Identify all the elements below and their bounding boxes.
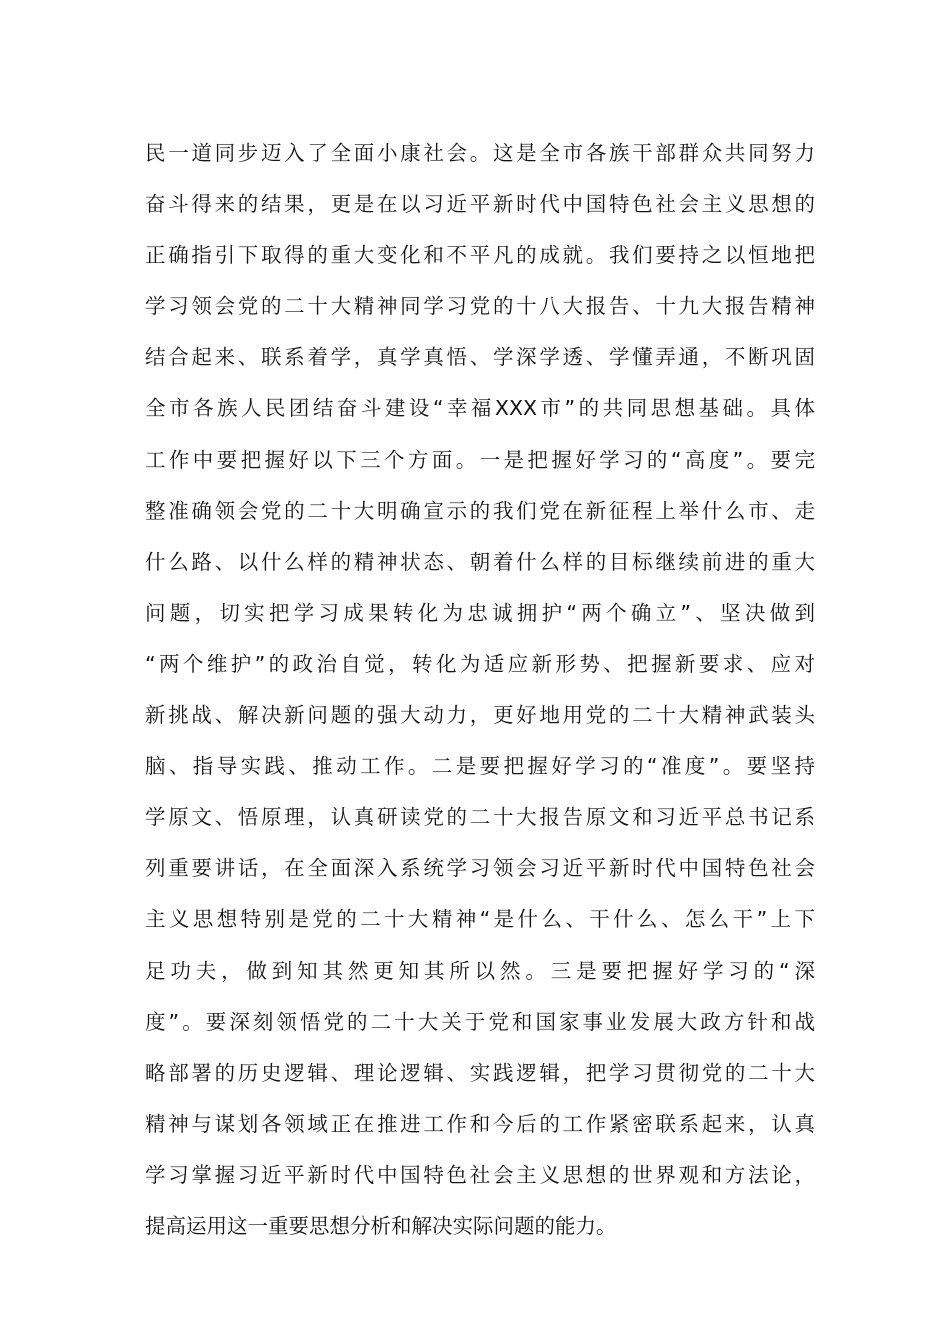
- paragraph-line-9: 什么路、以什么样的精神状态、朝着什么样的目标继续前进的重大: [145, 549, 815, 574]
- paragraph-line-14: 学原文、悟原理，认真研读党的二十大报告原文和习近平总书记系: [145, 805, 815, 830]
- paragraph-line-21: 学习掌握习近平新时代中国特色社会主义思想的世界观和方法论，: [145, 1162, 815, 1187]
- paragraph-line-22: 提高运用这一重要思想分析和解决实际问题的能力。: [145, 1213, 617, 1238]
- paragraph-line-17: 足功夫，做到知其然更知其所以然。三是要把握好学习的“深: [145, 958, 815, 983]
- body-paragraph: [145, 128, 815, 1252]
- paragraph-line-10: 问题，切实把学习成果转化为忠诚拥护“两个确立”、坚决做到: [145, 600, 815, 625]
- paragraph-line-8: 整准确领会党的二十大明确宣示的我们党在新征程上举什么市、走: [145, 498, 815, 523]
- paragraph-line-11: “两个维护”的政治自觉，转化为适应新形势、把握新要求、应对: [145, 651, 815, 676]
- paragraph-line-6: 全市各族人民团结奋斗建设“幸福XXX市”的共同思想基础。具体: [145, 396, 815, 421]
- paragraph-line-13: 脑、指导实践、推动工作。二是要把握好学习的“准度”。要坚持: [145, 754, 815, 779]
- paragraph-line-18: 度”。要深刻领悟党的二十大关于党和国家事业发展大政方针和战: [145, 1009, 815, 1034]
- paragraph-line-1: 民一道同步迈入了全面小康社会。这是全市各族干部群众共同努力: [145, 141, 815, 165]
- paragraph-line-4: 学习领会党的二十大精神同学习党的十八大报告、十九大报告精神: [145, 294, 815, 319]
- paragraph-line-7: 工作中要把握好以下三个方面。一是把握好学习的“高度”。要完: [145, 447, 815, 472]
- paragraph-line-15: 列重要讲话，在全面深入系统学习领会习近平新时代中国特色社会: [145, 856, 815, 881]
- paragraph-line-20: 精神与谋划各领域正在推进工作和今后的工作紧密联系起来，认真: [145, 1111, 815, 1136]
- paragraph-line-16: 主义思想特别是党的二十大精神“是什么、干什么、怎么干”上下: [145, 907, 815, 932]
- paragraph-line-5: 结合起来、联系着学，真学真悟、学深学透、学懂弄通，不断巩固: [145, 345, 815, 370]
- paragraph-line-3: 正确指引下取得的重大变化和不平凡的成就。我们要持之以恒地把: [145, 243, 815, 268]
- paragraph-line-12: 新挑战、解决新问题的强大动力，更好地用党的二十大精神武装头: [145, 703, 815, 728]
- paragraph-line-2: 奋斗得来的结果，更是在以习近平新时代中国特色社会主义思想的: [145, 192, 815, 217]
- paragraph-line-19: 略部署的历史逻辑、理论逻辑、实践逻辑，把学习贯彻党的二十大: [145, 1060, 815, 1085]
